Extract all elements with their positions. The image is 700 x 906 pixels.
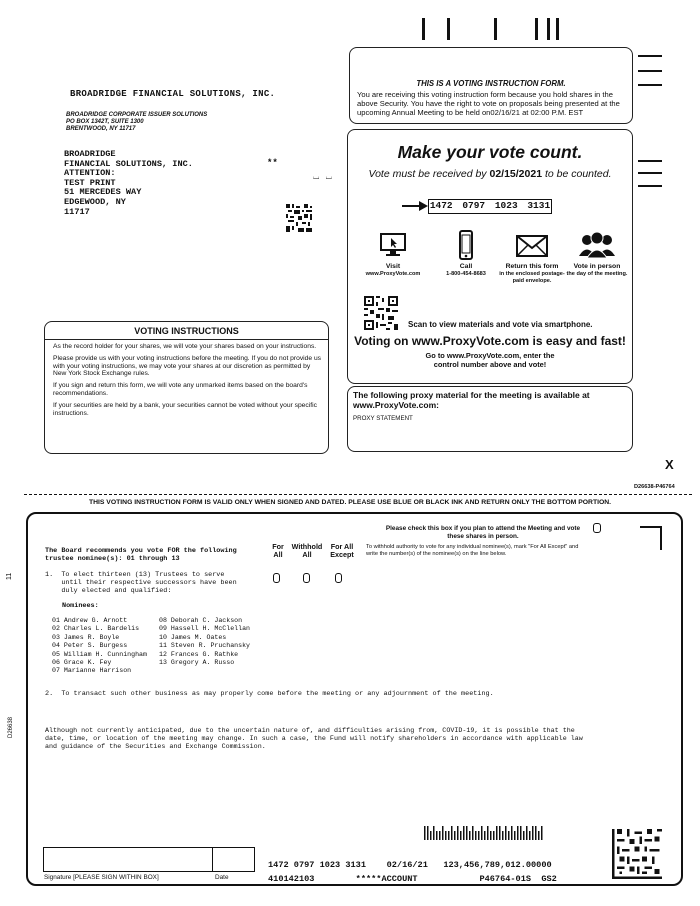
side-number: 11 [6,572,13,580]
board-line: trustee nominee(s): 01 through 13 [45,555,180,563]
withhold-note: To withhold authority to vote for any individual nominee(s), mark "For All Except" and write the number(s) of the nominee(s) on the line below. [366,544,579,557]
goto-line: Go to www.ProxyVote.com, enter the [425,351,555,360]
signature-field[interactable] [43,847,213,872]
address-line: EDGEWOOD, NY [64,196,126,207]
print-mark [638,185,662,187]
instruction-paragraph: Please provide us with your voting instructions before the meeting. If you do not provide us with your voting instructions, we may vote your shares at our discretion as permitted by New York Stock Exchange rules. [53,354,322,378]
option-sub: in the enclosed postage-paid envelope. [499,270,565,284]
address-line: 51 MERCEDES WAY [64,187,142,198]
sender-address [66,112,207,133]
deadline-line [348,168,632,180]
headline: Make your vote count. [397,142,583,162]
qr-code-icon [612,829,662,879]
vote-options-panel [347,129,633,384]
address-line: FINANCIAL SOLUTIONS, INC. [64,158,193,169]
for-all-checkbox[interactable] [273,573,280,583]
board-recommendation [45,547,237,563]
column-header-for-all-except [326,543,358,559]
sender-name: BROADRIDGE FINANCIAL SOLUTIONS, INC. [70,89,276,99]
divider [45,339,328,340]
validity-notice: THIS VOTING INSTRUCTION FORM IS VALID ONLY WHEN SIGNED AND DATED. PLEASE USE BLUE OR BLACK INK AND RETURN ONLY THE BOTTOM PORTION. [88,499,612,506]
column-header-for-all [268,543,288,559]
instruction-paragraph: If you sign and return this form, we will vote any unmarked items based on the board's recommendations. [53,382,308,397]
option-label: Return this form [505,263,559,270]
ballot-section [26,512,683,886]
corner-mark [640,526,662,550]
print-mark [638,84,662,86]
deadline-date: 02/15/2021 [489,168,543,180]
column-line: All [273,550,283,559]
board-line: The Board recommends you vote FOR the following [45,547,237,555]
column-line: Withhold [291,542,323,551]
people-icon [578,230,616,260]
scan-text: Scan to view materials and vote via smartphone. [408,320,593,329]
deadline-suffix: to be counted. [542,168,612,180]
vote-option-internet[interactable] [358,230,428,278]
print-mark [638,55,662,57]
address-line: 11717 [64,206,90,217]
column-line: For All [330,542,354,551]
option-sub: www.ProxyVote.com [365,270,421,277]
print-mark [638,172,662,174]
deadline-prefix: Vote must be received by [368,168,490,180]
attend-checkbox[interactable] [593,523,601,533]
voting-instructions-box [44,321,329,454]
job-code: D26638-P46764 [634,484,675,490]
vif-notice-box [349,47,633,124]
x-mark: X [665,457,674,472]
proxy-heading: The following proxy material for the meeting is available at www.ProxyVote.com: [353,390,590,410]
instruction-paragraph: If your securities are held by a bank, your securities cannot be voted without your specific instructions. [53,401,317,417]
option-label: Visit [385,263,401,270]
column-line: For [272,542,284,551]
nominees-label: Nominees: [62,602,99,610]
option-sub: the day of the meeting. [566,270,628,277]
goto-instructions [348,351,632,369]
voting-online-text: Voting on www.ProxyVote.com is easy and fast! [354,334,626,348]
tear-line [24,494,692,495]
control-number: 1472 0797 1023 3131 [428,199,552,214]
vote-option-in-person[interactable] [562,230,632,278]
print-mark [535,18,538,40]
print-mark [447,18,450,40]
print-mark [547,18,550,40]
option-sub: 1-800-454-8683 [446,270,486,277]
footer-control-line: 1472 0797 1023 3131 02/16/21 123,456,789,012.00000 [268,860,552,870]
qr-code-icon [286,204,312,232]
column-line: Except [330,550,354,559]
voting-instructions-title: VOTING INSTRUCTIONS [134,326,239,336]
date-field[interactable] [213,847,255,872]
signature-label: Signature [PLEASE SIGN WITHIN BOX] [44,874,159,881]
nominees-list-right: 08 Deborah C. Jackson 09 Hassell H. McClellan 10 James M. Oates 11 Steven R. Pruchansky 12 Frances G. Rathke 13 Gregory A. Russo [159,617,251,667]
proxy-material-box [347,386,633,452]
print-mark: ⌴ ⌴ [313,172,335,181]
attend-text: Please check this box if you plan to attend the Meeting and vote these shares in person. [385,525,581,540]
qr-code-icon[interactable] [364,296,398,330]
for-all-except-checkbox[interactable] [335,573,342,583]
sender-line: BRENTWOOD, NY 11717 [66,126,136,132]
goto-line: control number above and vote! [433,360,547,369]
proposal-2: 2. To transact such other business as may properly come before the meeting or any adjournment of the meeting. [45,690,494,698]
print-mark [638,70,662,72]
address-line: TEST PRINT [64,177,116,188]
sender-line: BROADRIDGE CORPORATE ISSUER SOLUTIONS [66,112,208,118]
vote-option-mail[interactable] [497,230,567,285]
voting-instructions-text [53,343,322,421]
vote-option-phone[interactable] [431,230,501,278]
column-line: All [302,550,312,559]
vif-text: You are receiving this voting instruction form because you hold shares in the above Security. You have the right to vote on proposals being presented at the upcoming Annual Meeting to be held on02/16/21 at 02:00 P.M. EST [357,90,620,117]
instruction-paragraph: As the record holder for your shares, we will vote your shares based on your instructions. [53,343,317,350]
proxy-item: PROXY STATEMENT [353,415,413,422]
recipient-stars: ** [267,158,278,168]
print-mark [422,18,425,40]
address-line: ATTENTION: [64,168,116,179]
print-mark [638,160,662,162]
footer-account-line: 410142103 *****ACCOUNT P46764-01S GS2 [268,874,557,884]
column-header-withhold-all [287,543,327,559]
barcode-icon [424,826,544,840]
proposal-1: 1. To elect thirteen (13) Trustees to serve until their respective successors have been duly elected and qualified: [45,571,237,595]
print-mark [494,18,497,40]
option-label: Call [459,263,473,270]
vif-title: THIS IS A VOTING INSTRUCTION FORM. [416,79,566,88]
computer-icon [378,230,408,260]
print-mark [556,18,559,40]
arrow-right-icon [400,201,428,211]
withhold-all-checkbox[interactable] [303,573,310,583]
date-label: Date [215,874,229,881]
envelope-icon [515,230,549,260]
phone-icon [451,230,481,260]
sender-line: PO BOX 1342T, SUITE 1300 [66,119,144,125]
address-line: BROADRIDGE [64,149,116,159]
covid-notice: Although not currently anticipated, due to the uncertain nature of, and difficulties arising from, COVID-19, it is possible that the date, time, or location of the meeting may change. In such a case, the Fund will notify shareholders in accordance with applicable law and guidance of the Securities and Exchange Commission. [45,727,583,751]
nominees-list-left: 01 Andrew G. Arnott 02 Charles L. Bardelis 03 James R. Boyle 04 Peter S. Burgess 05 William H. Cunningham 06 Grace K. Fey 07 Marianne Harrison [52,617,147,675]
side-code: D26638 [8,716,14,738]
option-label: Vote in person [573,263,621,270]
recipient-address [64,150,193,217]
